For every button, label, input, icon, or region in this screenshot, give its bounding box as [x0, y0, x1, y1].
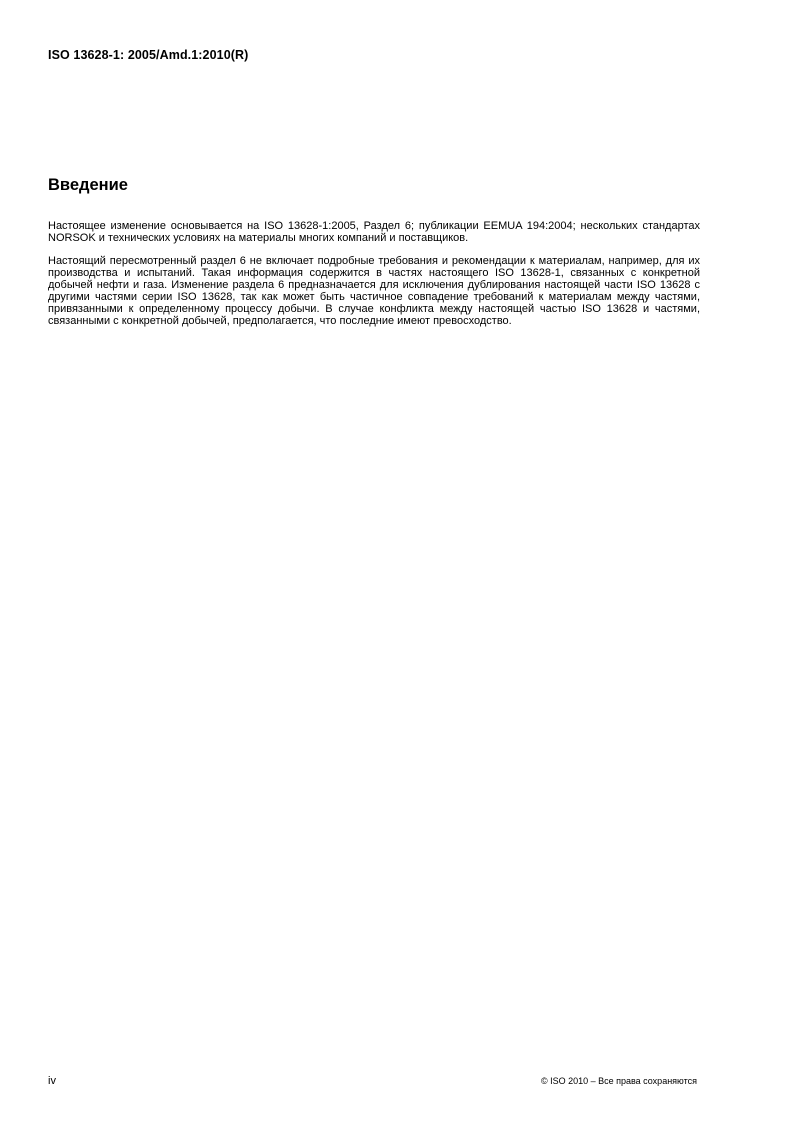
paragraph-2: Настоящий пересмотренный раздел 6 не включает подробные требования и рекомендации к материалам, например, для их производства и испытаний. Такая информация содержится в частях настоящего ISO 13628-1, связанных с конкретной добычей нефти и газа. Изменение раздела 6 предназначается для исключения дублирования настоящей части ISO 13628 с другими частями серии ISO 13628, так как может быть частичное совпадение требований к материалам между частями, привязанными к определенному процессу добычи. В случае конфликта между настоящей частью ISO 13628 и частями, связанными с конкретной добычей, предполагается, что последние имеют превосходство.: [48, 255, 700, 327]
paragraph-1: Настоящее изменение основывается на ISO 13628-1:2005, Раздел 6; публикации EEMUA 194:2004; нескольких стандартах NORSOK и технических условиях на материалы многих компаний и поставщиков.: [48, 220, 700, 244]
copyright-notice: © ISO 2010 – Все права сохраняются: [540, 1076, 697, 1086]
page-number: iv: [48, 1075, 56, 1087]
section-body: [48, 220, 700, 338]
document-header: ISO 13628-1: 2005/Amd.1:2010(R): [48, 48, 249, 62]
section-title: Введение: [48, 176, 128, 194]
